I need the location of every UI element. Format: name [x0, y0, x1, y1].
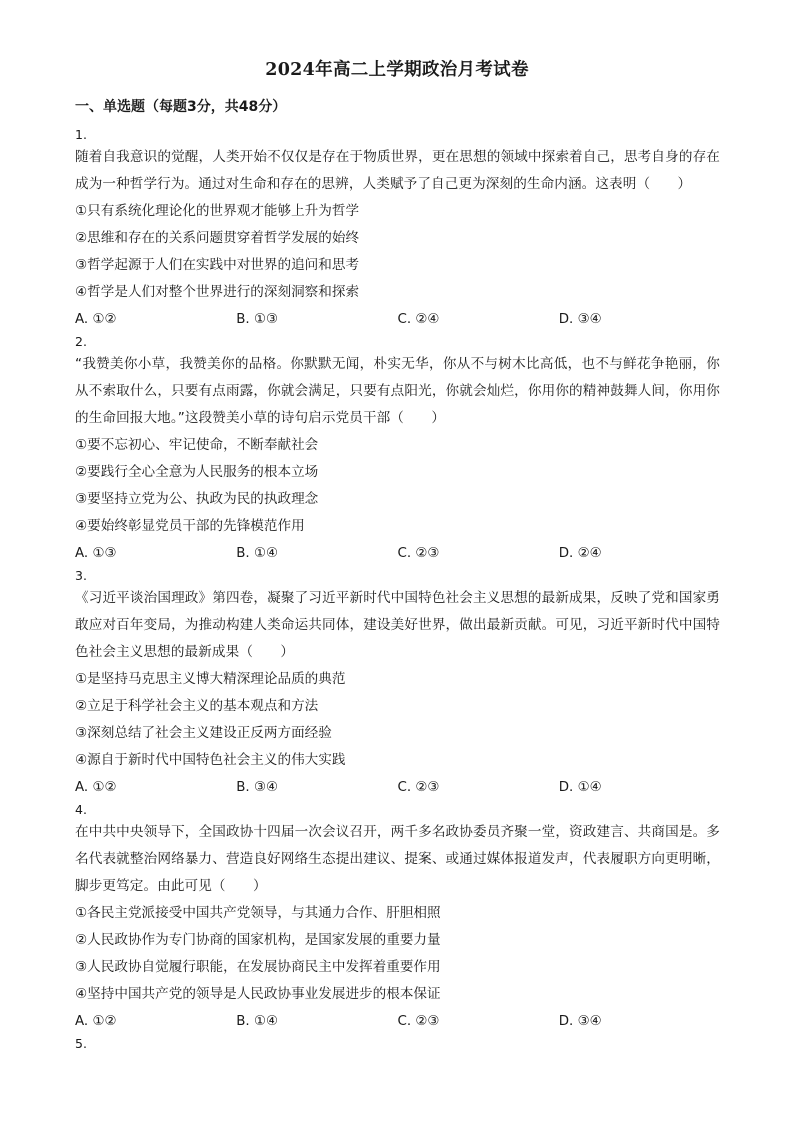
question-number: 4.: [75, 802, 87, 817]
choice-a: A. ①②: [75, 780, 117, 795]
statement-option: ③深刻总结了社会主义建设正反两方面经验: [75, 725, 332, 741]
choice-b: B. ①④: [236, 1014, 278, 1029]
question-stem: 《习近平谈治国理政》第四卷，凝聚了习近平新时代中国特色社会主义思想的最新成果，反映了党和国家勇敢应对百年变局，为推动构建人类命运共同体，建设美好世界，做出最新贡献。可见，习近平新时代中国特色社会主义思想的最新成果（ ）: [75, 590, 720, 660]
choice-c: C. ②③: [397, 1014, 440, 1029]
section-heading: 一、单选题（每题3分，共48分）: [75, 99, 287, 115]
choice-c: C. ②④: [397, 312, 440, 327]
choice-b: B. ①④: [236, 546, 278, 561]
question-number: 1.: [75, 127, 87, 142]
choice-a: A. ①③: [75, 546, 117, 561]
statement-option: ③要坚持立党为公、执政为民的执政理念: [75, 491, 319, 507]
statement-option: ④源自于新时代中国特色社会主义的伟大实践: [75, 752, 346, 768]
choice-d: D. ③④: [558, 1014, 602, 1029]
question-list: [75, 126, 720, 1053]
question-number: 3.: [75, 568, 87, 583]
statement-option: ②人民政协作为专门协商的国家机构，是国家发展的重要力量: [75, 932, 441, 948]
statement-option: ④坚持中国共产党的领导是人民政协事业发展进步的根本保证: [75, 986, 441, 1002]
answer-choices: [75, 306, 720, 333]
choice-b: B. ①③: [236, 312, 278, 327]
answer-choices: [75, 540, 720, 567]
choice-c: C. ②③: [397, 546, 440, 561]
statement-option: ①各民主党派接受中国共产党领导，与其通力合作、肝胆相照: [75, 905, 441, 921]
question-4: [75, 801, 720, 1035]
choice-a: A. ①②: [75, 312, 117, 327]
question-number: 2.: [75, 334, 87, 349]
statement-option: ③哲学起源于人们在实践中对世界的追问和思考: [75, 257, 360, 273]
choice-d: D. ①④: [558, 780, 602, 795]
question-2: [75, 333, 720, 567]
statement-option: ④要始终彰显党员干部的先锋模范作用: [75, 518, 305, 534]
statement-option: ②立足于科学社会主义的基本观点和方法: [75, 698, 319, 714]
question-5: [75, 1035, 720, 1053]
statement-option: ②要践行全心全意为人民服务的根本立场: [75, 464, 319, 480]
choice-a: A. ①②: [75, 1014, 117, 1029]
choice-c: C. ②③: [397, 780, 440, 795]
question-stem: 随着自我意识的觉醒，人类开始不仅仅是存在于物质世界，更在思想的领域中探索着自己，思考自身的存在成为一种哲学行为。通过对生命和存在的思辨，人类赋予了自己更为深刻的生命内涵。这表明（ ）: [75, 149, 720, 192]
question-stem: 在中共中央领导下，全国政协十四届一次会议召开，两千多名政协委员齐聚一堂，资政建言、共商国是。多名代表就整治网络暴力、营造良好网络生态提出建议、提案、或通过媒体报道发声，代表履职方向更明晰，脚步更笃定。由此可见（ ）: [75, 824, 720, 894]
statement-option: ④哲学是人们对整个世界进行的深刻洞察和探索: [75, 284, 360, 300]
answer-choices: [75, 774, 720, 801]
statement-option: ③人民政协自觉履行职能，在发展协商民主中发挥着重要作用: [75, 959, 441, 975]
choice-d: D. ②④: [558, 546, 602, 561]
question-3: [75, 567, 720, 801]
choice-d: D. ③④: [558, 312, 602, 327]
choice-b: B. ③④: [236, 780, 278, 795]
question-1: [75, 126, 720, 333]
answer-choices: [75, 1008, 720, 1035]
statement-option: ②思维和存在的关系问题贯穿着哲学发展的始终: [75, 230, 360, 246]
page-title: 2024年高二上学期政治月考试卷: [265, 60, 529, 80]
question-stem: “我赞美你小草，我赞美你的品格。你默默无闻，朴实无华，你从不与树木比高低，也不与鲜花争艳丽，你从不索取什么，只要有点雨露，你就会满足，只要有点阳光，你就会灿烂，你用你的精神鼓舞人间，你用你的生命回报大地。”这段赞美小草的诗句启示党员干部（ ）: [75, 356, 720, 426]
statement-option: ①是坚持马克思主义博大精深理论品质的典范: [75, 671, 346, 687]
statement-option: ①要不忘初心、牢记使命，不断奉献社会: [75, 437, 319, 453]
statement-option: ①只有系统化理论化的世界观才能够上升为哲学: [75, 203, 360, 219]
question-number: 5.: [75, 1036, 87, 1051]
